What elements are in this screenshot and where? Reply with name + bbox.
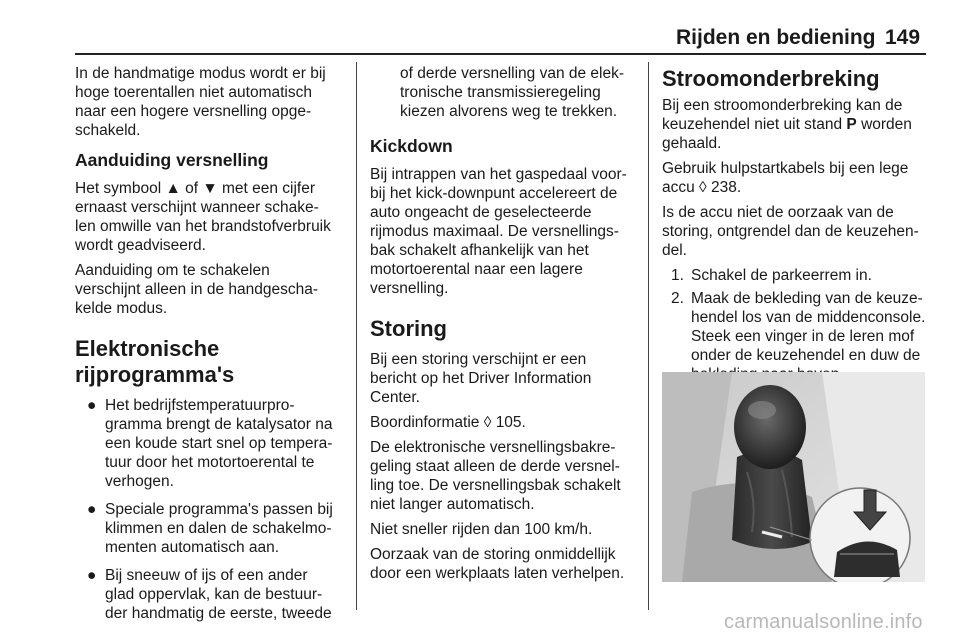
storing-paragraph-5: Oorzaak van de storing onmiddellijk door een werkplaats laten verhelpen.: [370, 546, 625, 582]
list-item: 1. Schakel de parkeerrem in.: [671, 267, 872, 284]
intro-paragraph: In de handmatige modus wordt er bij hoge toerentallen niet automatisch naar een hogere versnelling opge- schakeld.: [75, 65, 326, 139]
storing-paragraph-1: Bij een storing verschijnt er een bericht op het Driver Information Center.: [370, 351, 592, 406]
header-rule: [75, 53, 926, 55]
running-header-title: Rijden en bediening: [676, 26, 876, 49]
column-divider-2: [648, 62, 649, 610]
aanduiding-paragraph-1: Het symbool ▲ of ▼ met een cijfer ernaast verschijnt wanneer schake- len omwille van het brandstofverbruik wordt geadviseerd.: [75, 180, 331, 254]
bullet-icon: ●: [87, 501, 97, 518]
gear-selector-photo: [662, 372, 925, 582]
bullet-icon: ●: [87, 397, 97, 414]
page-number: 149: [885, 26, 921, 49]
stroomonderbreking-paragraph-2: Gebruik hulpstartkabels bij een lege accu ◊ 238.: [662, 160, 909, 196]
section-heading-stroomonderbreking: Stroomonderbreking: [662, 66, 880, 91]
list-item: ● Het bedrijfstemperatuurpro- gramma brengt de katalysator na een koude start snel op tempera- tuur door het motortoerental te verhogen.: [87, 397, 333, 490]
section-heading-kickdown: Kickdown: [370, 136, 453, 156]
aanduiding-paragraph-2: Aanduiding om te schakelen verschijnt alleen in de handgescha- kelde modus.: [75, 262, 318, 317]
storing-paragraph-3: De elektronische versnellingsbakre- geling staat alleen de derde versnel- ling toe. De versnellingsbak schakelt niet langer automatisch.: [370, 439, 621, 513]
storing-paragraph-2: Boordinformatie ◊ 105.: [370, 414, 526, 431]
column-2: [370, 64, 634, 583]
section-heading-aanduiding: Aanduiding versnelling: [75, 150, 269, 170]
stroomonderbreking-paragraph-3: Is de accu niet de oorzaak van de storing, ontgrendel dan de keuzehen- del.: [662, 204, 919, 259]
section-heading-storing: Storing: [370, 316, 447, 341]
steps-list: [662, 266, 928, 384]
gear-selector-illustration: [662, 372, 925, 582]
list-item: 2. Maak de bekleding van de keuze- hendel los van de middenconsole. Steek een vinger in de leren mof onder de keuzehendel en duw de: [671, 290, 926, 364]
list-item: ● Bij sneeuw of ijs of een ander glad oppervlak, kan de bestuur- der handmatig de eerste, tweede: [87, 567, 332, 622]
watermark-text: carmanualsonline.info: [724, 611, 923, 633]
column-divider-1: [356, 62, 357, 610]
column-3: [662, 64, 928, 388]
rijprogramma-list: [75, 396, 342, 623]
kickdown-paragraph: Bij intrappen van het gaspedaal voor- bij het kick-downpunt accelereert de auto ongeacht de geselecteerde rijmodus maximaal. De versnellings- bak schakelt afhankelijk van het motortoerental naar een lagere versnelling.: [370, 166, 627, 297]
list-item: ● Speciale programma's passen bij klimmen en dalen de schakelmo- menten automatisch aan.: [87, 501, 333, 556]
bullet-continuation: of derde versnelling van de elek- tronische transmissieregeling kiezen alvorens weg te trekken.: [400, 65, 625, 120]
storing-paragraph-4: Niet sneller rijden dan 100 km/h.: [370, 521, 593, 538]
stroomonderbreking-paragraph-1: Bij een stroomonderbreking kan de keuzehendel niet uit stand P worden gehaald.: [662, 97, 912, 152]
section-heading-rijprogrammas: Elektronische rijprogramma's: [75, 336, 235, 387]
bullet-icon: ●: [87, 567, 97, 584]
column-1: [75, 64, 342, 632]
